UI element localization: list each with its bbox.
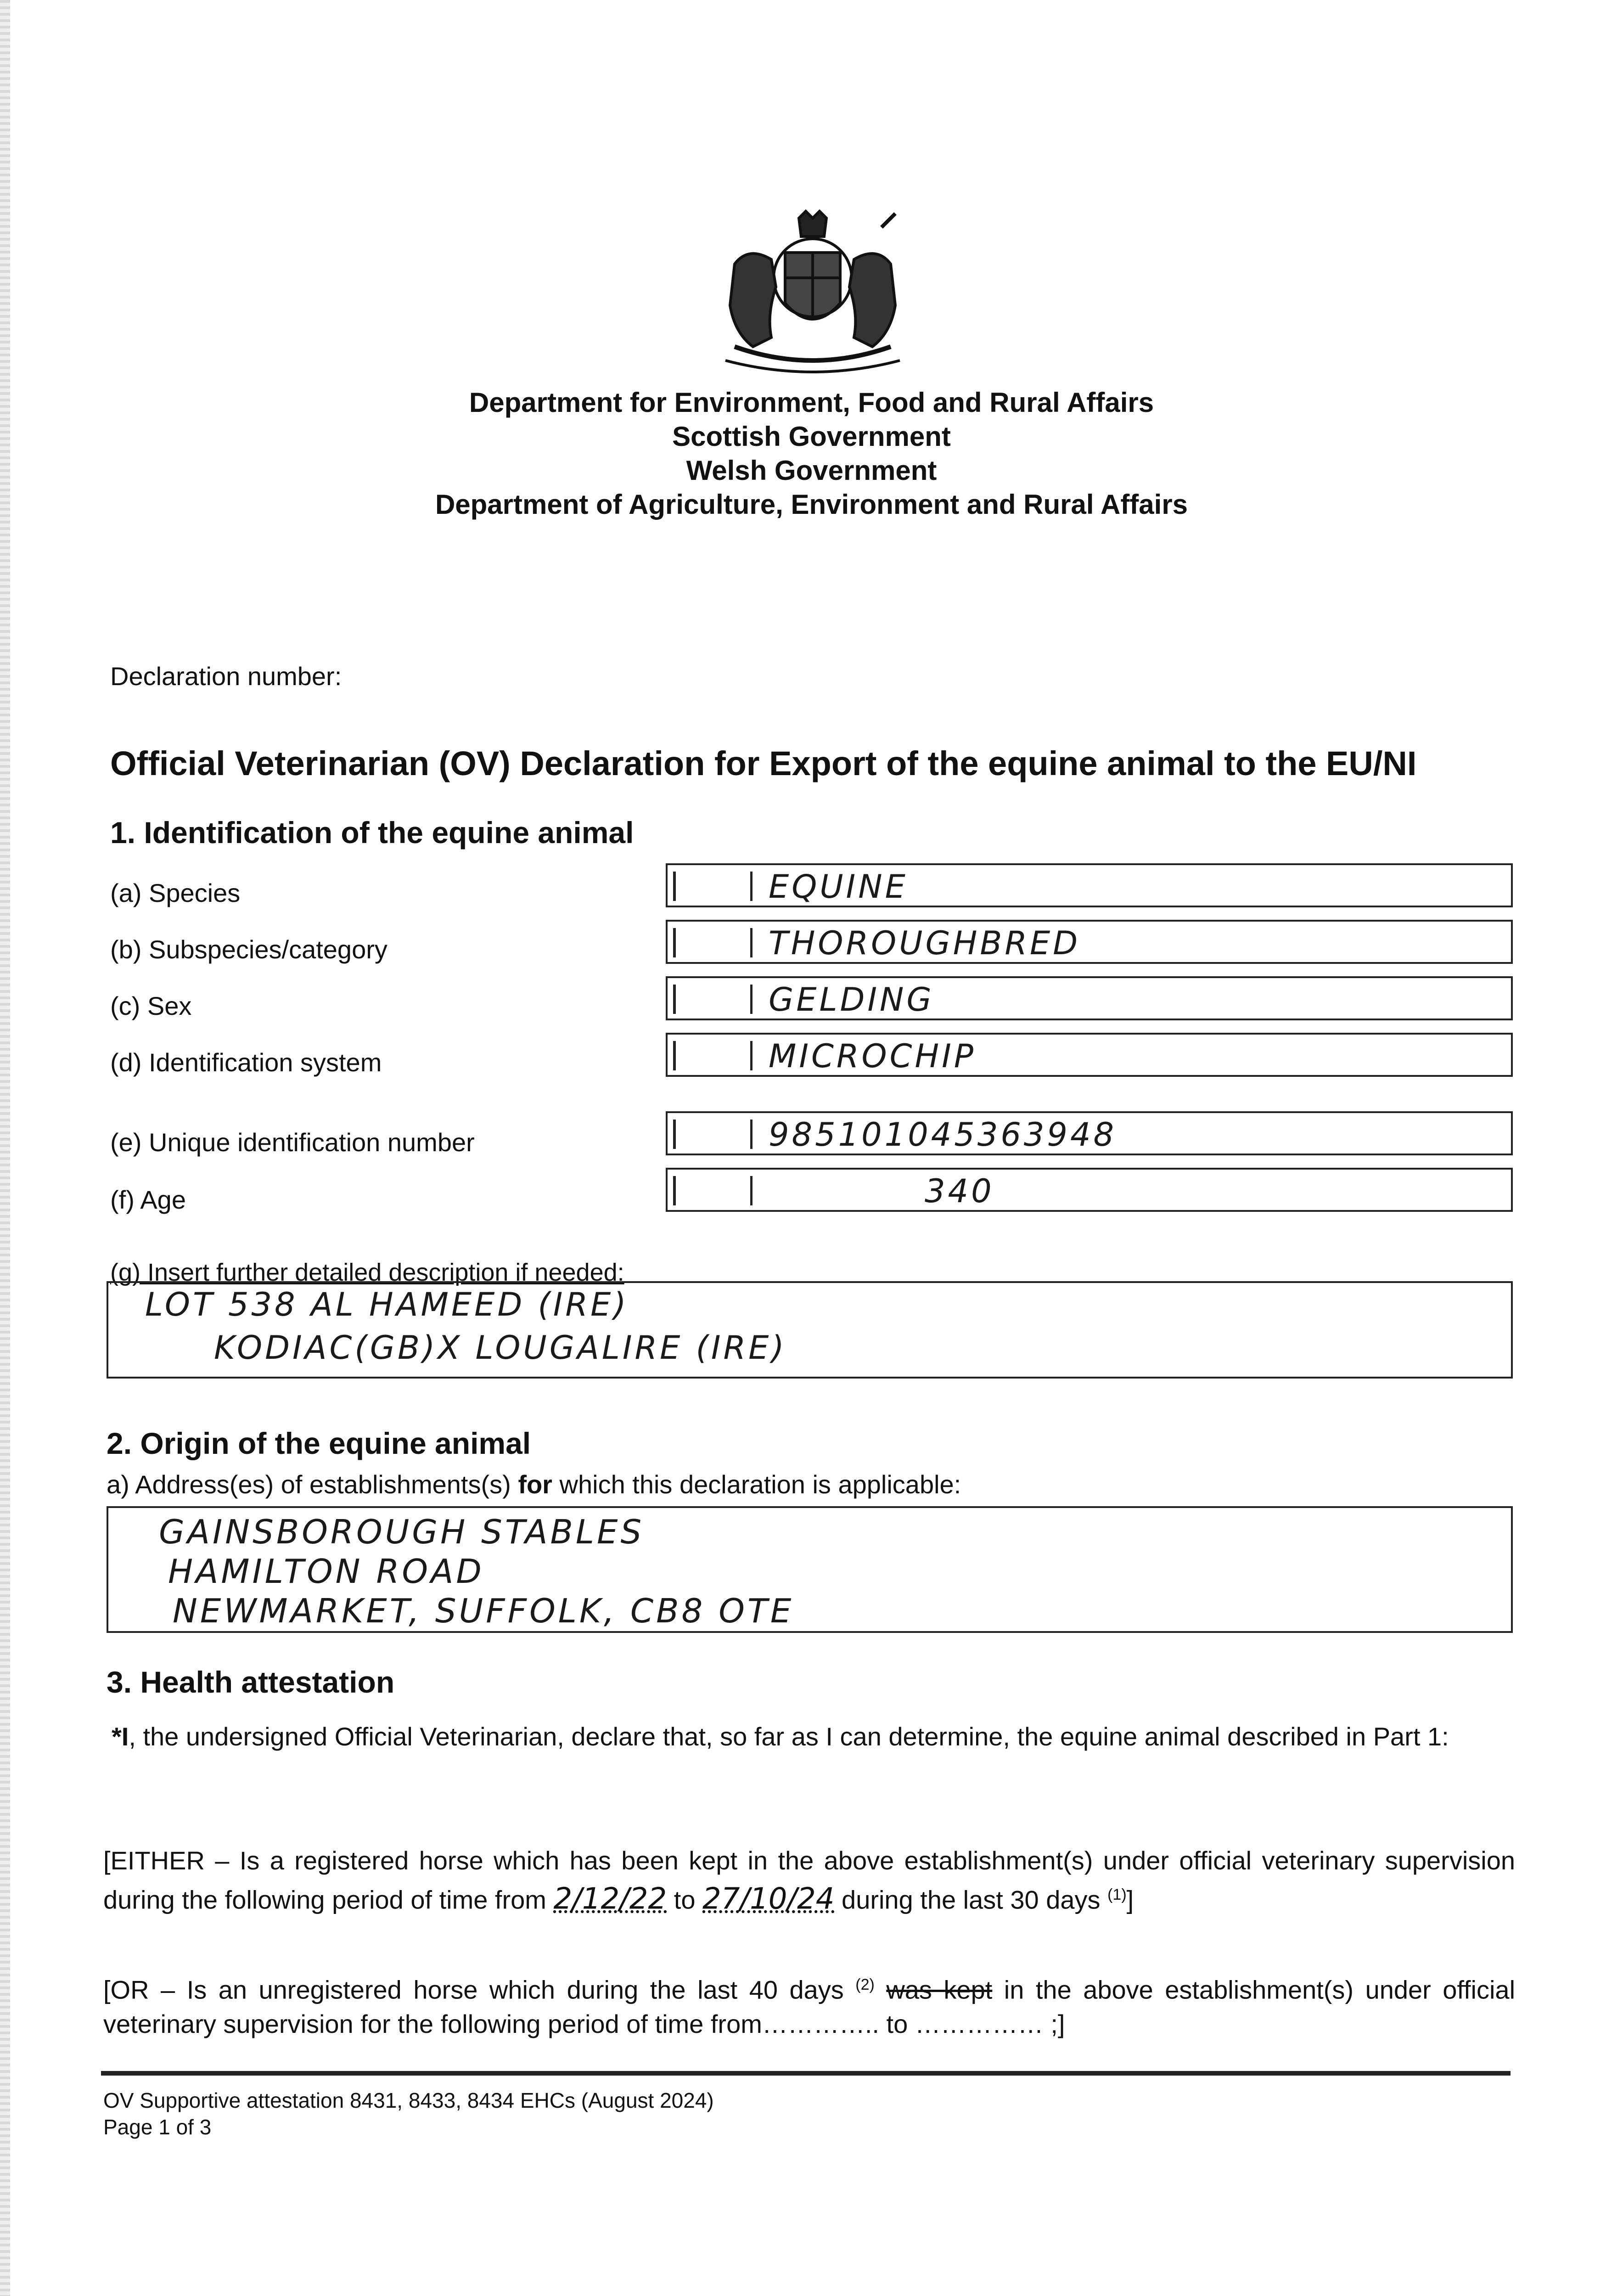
either-post-text: during the last 30 days xyxy=(842,1885,1101,1914)
further-description-line: LOT 538 AL HAMEED (IRE) xyxy=(145,1286,629,1323)
identification-system-field[interactable] xyxy=(666,1033,1513,1077)
page-number: Page 1 of 3 xyxy=(103,2115,212,2139)
unique-id-field[interactable] xyxy=(666,1111,1513,1155)
unique-id-value: 985101045363948 xyxy=(769,1116,1117,1154)
subspecies-value: THOROUGHBRED xyxy=(769,924,1081,962)
page-title: Official Veterinarian (OV) Declaration for Export of the equine animal to the EU/NI xyxy=(110,744,1417,782)
identification-system-label: (d) Identification system xyxy=(110,1048,382,1077)
identification-system-value: MICROCHIP xyxy=(769,1037,977,1075)
further-description-line: KODIAC(GB)X LOUGALIRE (IRE) xyxy=(214,1329,787,1367)
address-line: NEWMARKET, SUFFOLK, CB8 OTE xyxy=(173,1592,794,1630)
address-line: GAINSBOROUGH STABLES xyxy=(159,1513,645,1551)
age-value: 340 xyxy=(925,1172,994,1210)
address-box[interactable] xyxy=(107,1506,1513,1633)
either-to-word: to xyxy=(674,1885,696,1914)
address-line: HAMILTON ROAD xyxy=(168,1552,484,1591)
or-post-text: in the above establishment(s) under official veterinary supervision for the following period of time from………….. to …………… ;] xyxy=(103,1975,1516,2038)
footer-reference: OV Supportive attestation 8431, 8433, 8434 EHCs (August 2024) xyxy=(103,2088,714,2112)
footer xyxy=(103,2087,714,2140)
intro-star: *I xyxy=(112,1722,129,1751)
sex-label: (c) Sex xyxy=(110,991,192,1020)
issuing-departments xyxy=(0,386,1623,522)
sex-field[interactable] xyxy=(666,976,1513,1020)
age-label: (f) Age xyxy=(110,1185,186,1214)
further-description-label: (g) Insert further detailed description if needed: xyxy=(110,1259,624,1286)
species-label: (a) Species xyxy=(110,878,241,907)
intro-text: , the undersigned Official Veterinarian, declare that, so far as I can determine, the equine animal described in Part 1: xyxy=(129,1722,1449,1751)
dept-line: Scottish Government xyxy=(672,421,951,452)
either-text: [EITHER – Is a registered horse which has been kept in the above establishment(s) under official veterinary supervision during the following period of time from xyxy=(103,1846,1515,1914)
address-label-post: which this declaration is applicable: xyxy=(552,1470,961,1499)
royal-coat-of-arms-crest xyxy=(707,209,918,383)
address-label-pre: a) Address(es) of establishments(s) xyxy=(107,1470,518,1499)
declaration-number-label: Declaration number: xyxy=(110,662,342,691)
subspecies-label: (b) Subspecies/category xyxy=(110,935,387,964)
dept-line: Welsh Government xyxy=(686,455,937,486)
species-field[interactable] xyxy=(666,863,1513,907)
either-to-date[interactable]: 27/10/24 xyxy=(702,1882,835,1916)
dept-line: Department of Agriculture, Environment and Rural Affairs xyxy=(435,489,1188,520)
either-clause xyxy=(103,1844,1515,1917)
section3-heading: 3. Health attestation xyxy=(107,1665,395,1699)
sex-value: GELDING xyxy=(769,981,934,1019)
subspecies-field[interactable] xyxy=(666,920,1513,964)
footer-divider xyxy=(101,2071,1511,2076)
further-description-box[interactable] xyxy=(107,1281,1513,1379)
footnote-ref: (1) xyxy=(1107,1886,1127,1903)
either-from-date[interactable]: 2/12/22 xyxy=(553,1882,667,1916)
address-label xyxy=(107,1469,961,1499)
address-label-bold: for xyxy=(518,1470,552,1499)
dept-line: Department for Environment, Food and Rural Affairs xyxy=(469,387,1154,418)
unique-id-label: (e) Unique identification number xyxy=(110,1128,475,1157)
either-close: ] xyxy=(1126,1885,1134,1914)
scan-edge xyxy=(0,0,10,2296)
or-clause xyxy=(103,1968,1515,2041)
or-text: [OR – Is an unregistered horse which during the last 40 days xyxy=(103,1975,844,2004)
age-field[interactable] xyxy=(666,1168,1513,1212)
footnote-ref: (2) xyxy=(855,1976,875,1993)
section1-heading: 1. Identification of the equine animal xyxy=(110,816,634,850)
struck-text: was kept xyxy=(886,1975,993,2004)
section2-heading: 2. Origin of the equine animal xyxy=(107,1426,531,1460)
attestation-intro xyxy=(103,1720,1515,1754)
species-value: EQUINE xyxy=(769,868,908,906)
